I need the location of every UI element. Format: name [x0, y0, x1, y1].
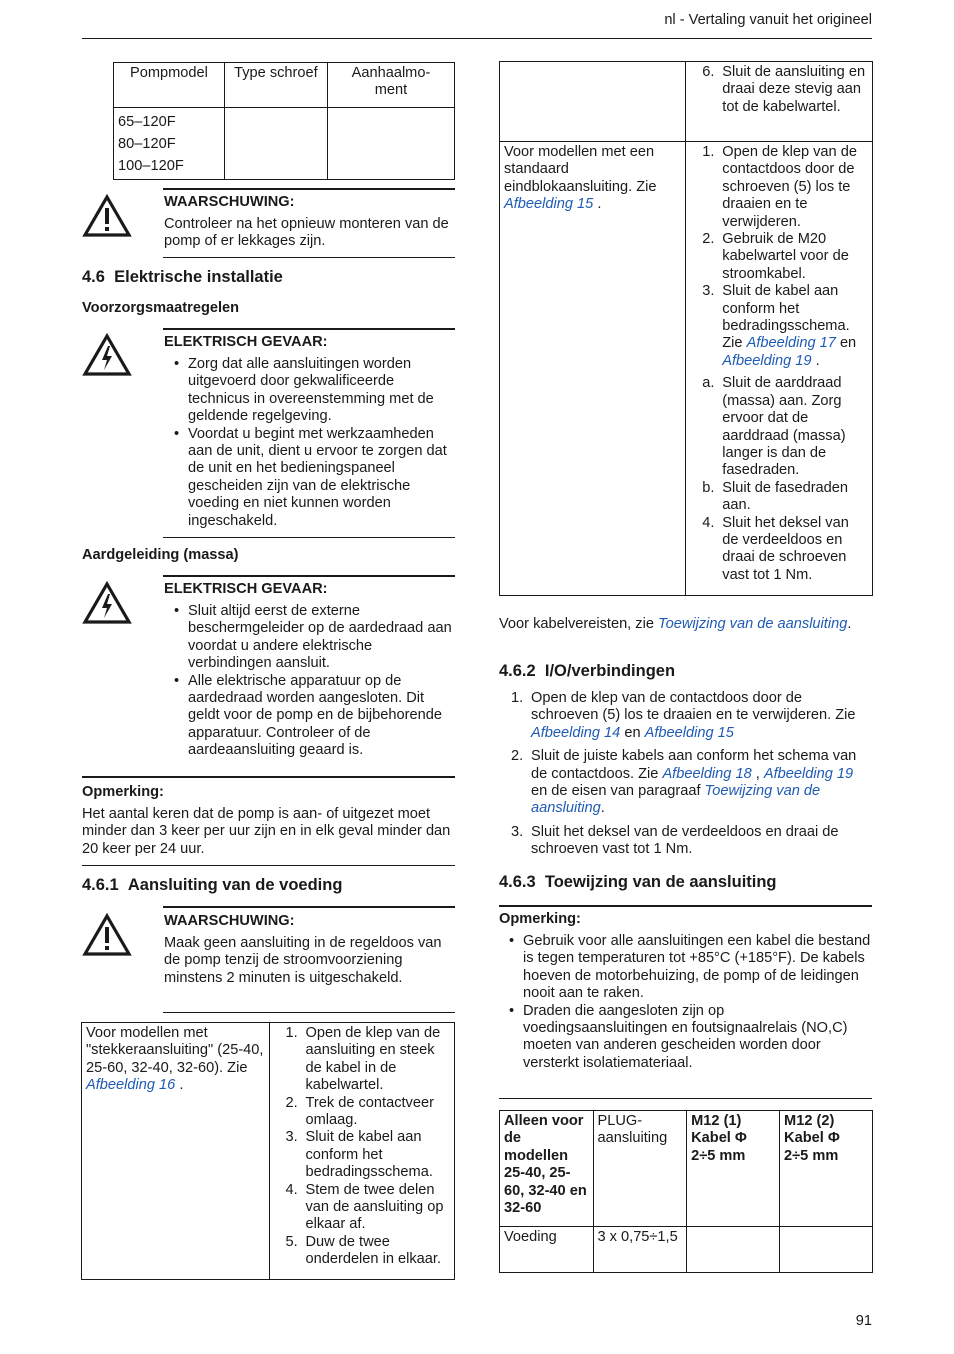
- list-item: a. Sluit de aarddraad (massa) aan. Zorg ervoor dat de aarddraad (massa) langer is dan de fasedraden.: [702, 375, 846, 479]
- table-header: PLUG-aansluiting: [593, 1111, 687, 1227]
- note-bottom-rule: [499, 1098, 872, 1099]
- step-cell: [686, 62, 873, 142]
- list-item: 3. Sluit het deksel van de verdeeldoos en draai de schroeven vast tot 1 Nm.: [511, 823, 839, 858]
- table-header: M12 (1) Kabel Φ 2÷5 mm: [687, 1111, 780, 1227]
- warning-bottom-rule: [163, 257, 455, 258]
- list-item: • Draden die aangesloten zijn op voedingsaansluitingen en foutsignaalrelais (NO,C) moeten van anderen gescheiden worden door versterkt isolatiemateriaal.: [499, 1003, 872, 1073]
- warning-bottom-rule: [163, 1012, 455, 1013]
- figure-link[interactable]: Afbeelding 17: [746, 335, 836, 352]
- cell-text: Voor modellen met een standaard eindblokaansluiting. Zie: [504, 144, 657, 195]
- warning-title: WAARSCHUWING:: [164, 194, 295, 210]
- warning-text: Controleer na het opnieuw monteren van de pomp of er lekkages zijn.: [164, 216, 449, 250]
- figure-link[interactable]: Afbeelding 15: [644, 724, 734, 741]
- empty-cell: [500, 62, 686, 142]
- note-text: Het aantal keren dat de pomp is aan- of uitgezet moet minder dan 3 keer per uur zijn en in elk geval minder dan 20 keer per 24 uur.: [82, 806, 451, 857]
- grounding-list: [164, 603, 452, 760]
- plug-steps-cell: [269, 1023, 455, 1280]
- screw-table-header: Pompmodel: [114, 63, 225, 108]
- note-top-rule: [82, 776, 455, 778]
- table-header: Alleen voor de modellen 25-40, 25-60, 32-40 en 32-60: [500, 1111, 594, 1227]
- note-top-rule: [499, 905, 872, 907]
- running-header: nl - Vertaling vanuit het origineel: [664, 12, 872, 28]
- list-item: 3. Sluit de kabel aan conform het bedradingsschema. Zie Afbeelding 17 en Afbeelding 19 .: [702, 283, 857, 369]
- plug-models-cell: Voor modellen met "stekkeraansluiting" (25-40, 25-60, 32-40, 32-60). Zie Afbeelding 16 .: [82, 1023, 270, 1280]
- list-item: • Gebruik voor alle aansluitingen een kabel die bestand is tegen temperaturen tot +85°C (+185°F). De kabels hoeven de motorbehuizing, de pomp of de leidingen nooit aan te raken.: [499, 933, 872, 1003]
- figure-link[interactable]: Afbeelding 14: [531, 724, 621, 741]
- section-number: 4.6.2: [499, 662, 536, 680]
- danger-top-rule: [163, 328, 455, 330]
- steps-list: [690, 144, 868, 584]
- section-link[interactable]: Toewijzing van de aansluiting: [531, 783, 821, 817]
- table-cell: 3 x 0,75÷1,5: [593, 1227, 687, 1273]
- danger-title: ELEKTRISCH GEVAAR:: [164, 334, 328, 350]
- list-item: b. Sluit de fasedraden aan.: [702, 479, 849, 514]
- section-number: 4.6: [82, 268, 105, 286]
- screw-table-header: Type schroef: [224, 63, 327, 108]
- model-row: 65–120F: [118, 114, 176, 130]
- electric-danger-icon: [82, 581, 132, 625]
- danger-bottom-rule: [163, 537, 455, 538]
- section-title: Toewijzing van de aansluiting: [544, 873, 777, 891]
- list-item: • Zorg dat alle aansluitingen worden uitgevoerd door gekwalificeerde technicus in overeenstemming met de geldende regelgeving.: [164, 356, 452, 426]
- warning-triangle-icon: [82, 194, 132, 238]
- subheading-grounding: Aardgeleiding (massa): [82, 547, 239, 563]
- section-heading-4-6-3: [499, 874, 777, 891]
- note-bottom-rule: [82, 865, 455, 866]
- cable-requirements-text: Voor kabelvereisten, zie Toewijzing van de aansluiting.: [499, 616, 852, 632]
- header-rule: [82, 38, 872, 39]
- danger-top-rule: [163, 575, 455, 577]
- list-item: 1. Open de klep van de contactdoos door de schroeven (5) los te draaien en te verwijderen. Zie Afbeelding 14 en Afbeelding 15: [511, 690, 856, 741]
- terminal-steps-cell: [686, 142, 873, 596]
- cell-text: Voor modellen met "stekkeraansluiting" (25-40, 25-60, 32-40, 32-60). Zie: [86, 1025, 264, 1076]
- section-heading-4-6: [82, 269, 283, 286]
- section-number: 4.6.3: [499, 873, 536, 891]
- warning-top-rule: [163, 188, 455, 190]
- plug-connection-table: [81, 1022, 455, 1280]
- note-title: Opmerking:: [82, 784, 164, 800]
- steps-list: [690, 64, 868, 116]
- table-header: M12 (2) Kabel Φ 2÷5 mm: [780, 1111, 873, 1227]
- section-number: 4.6.1: [82, 876, 119, 894]
- screw-type-cell: [224, 108, 327, 180]
- terminal-models-cell: Voor modellen met een standaard eindblokaansluiting. Zie Afbeelding 15 .: [500, 142, 686, 596]
- electric-danger-icon: [82, 333, 132, 377]
- screw-table: [113, 62, 455, 180]
- list-item: 3. Sluit de kabel aan conform het bedradingsschema.: [285, 1129, 433, 1181]
- section-title: Aansluiting van de voeding: [127, 876, 343, 894]
- warning-triangle-icon: [82, 913, 132, 957]
- list-item: • Voordat u begint met werkzaamheden aan de unit, dient u ervoor te zorgen dat de unit en het bedieningspaneel gescheiden zijn van de elektrische voeding en niet kunnen worden ingeschakeld.: [164, 426, 452, 530]
- assignment-notes-list: [499, 933, 872, 1072]
- section-title: I/O/verbindingen: [544, 662, 676, 680]
- warning-top-rule: [163, 906, 455, 908]
- list-item: 1. Open de klep van de aansluiting en steek de kabel in de kabelwartel.: [285, 1025, 441, 1094]
- list-item: • Sluit altijd eerst de externe beschermgeleider op de aardedraad aan voordat u andere elektrische verbindingen aansluit.: [164, 603, 452, 673]
- section-title: Elektrische installatie: [114, 268, 283, 286]
- screw-table-models: [114, 108, 225, 180]
- model-row: 80–120F: [118, 136, 176, 152]
- list-item: 2. Sluit de juiste kabels aan conform het schema van de contactdoos. Zie Afbeelding 18 , Afbeelding 19 en de eisen van paragraaf Toewijzing van de aansluiting.: [511, 748, 857, 817]
- connection-assignment-table: [499, 1110, 873, 1273]
- table-cell: [687, 1227, 780, 1273]
- warning-title: WAARSCHUWING:: [164, 913, 295, 929]
- list-item: 2. Gebruik de M20 kabelwartel voor de stroomkabel.: [702, 231, 849, 282]
- figure-link[interactable]: Afbeelding 19: [722, 352, 812, 369]
- figure-link[interactable]: Afbeelding 16: [86, 1077, 176, 1094]
- warning-text: Maak geen aansluiting in de regeldoos van de pomp tenzij de stroomvoorziening minstens 2 minuten is uitgeschakeld.: [164, 935, 442, 986]
- screw-table-header: Aanhaalmo-ment: [327, 63, 454, 108]
- list-item: 1. Open de klep van de contactdoos door de schroeven (5) los te draaien en te verwijderen.: [702, 144, 857, 230]
- list-item: • Alle elektrische apparatuur op de aardedraad worden aangesloten. Dit geldt voor de pomp en de bijbehorende apparatuur. Controleer of de aardeaansluiting geaard is.: [164, 673, 452, 760]
- figure-link[interactable]: Afbeelding 19: [763, 765, 854, 782]
- figure-link[interactable]: Afbeelding 15: [504, 196, 594, 213]
- section-heading-4-6-1: [82, 877, 342, 894]
- plug-steps-list: [274, 1025, 453, 1269]
- list-item: 4. Sluit het deksel van de verdeeldoos en draai de schroeven vast tot 1 Nm.: [702, 514, 849, 583]
- terminal-connection-table: [499, 61, 873, 596]
- list-item: 5. Duw de twee onderdelen in elkaar.: [285, 1233, 441, 1268]
- list-item: 6. Sluit de aansluiting en draai deze stevig aan tot de kabelwartel.: [702, 64, 866, 115]
- section-link[interactable]: Toewijzing van de aansluiting: [658, 616, 848, 632]
- note-title: Opmerking:: [499, 911, 581, 927]
- section-heading-4-6-2: [499, 663, 675, 680]
- page-number: 91: [855, 1313, 872, 1329]
- subheading-precautions: Voorzorgsmaatregelen: [82, 300, 240, 316]
- io-steps-list: [499, 690, 871, 859]
- list-item: 2. Trek de contactveer omlaag.: [285, 1094, 434, 1129]
- list-item: 4. Stem de twee delen van de aansluiting op elkaar af.: [285, 1181, 444, 1233]
- model-row: 100–120F: [118, 158, 184, 174]
- precautions-list: [164, 356, 452, 530]
- danger-title: ELEKTRISCH GEVAAR:: [164, 581, 328, 597]
- table-cell: Voeding: [500, 1227, 594, 1273]
- torque-cell: [327, 108, 454, 180]
- table-cell: [780, 1227, 873, 1273]
- figure-link[interactable]: Afbeelding 18: [662, 765, 752, 782]
